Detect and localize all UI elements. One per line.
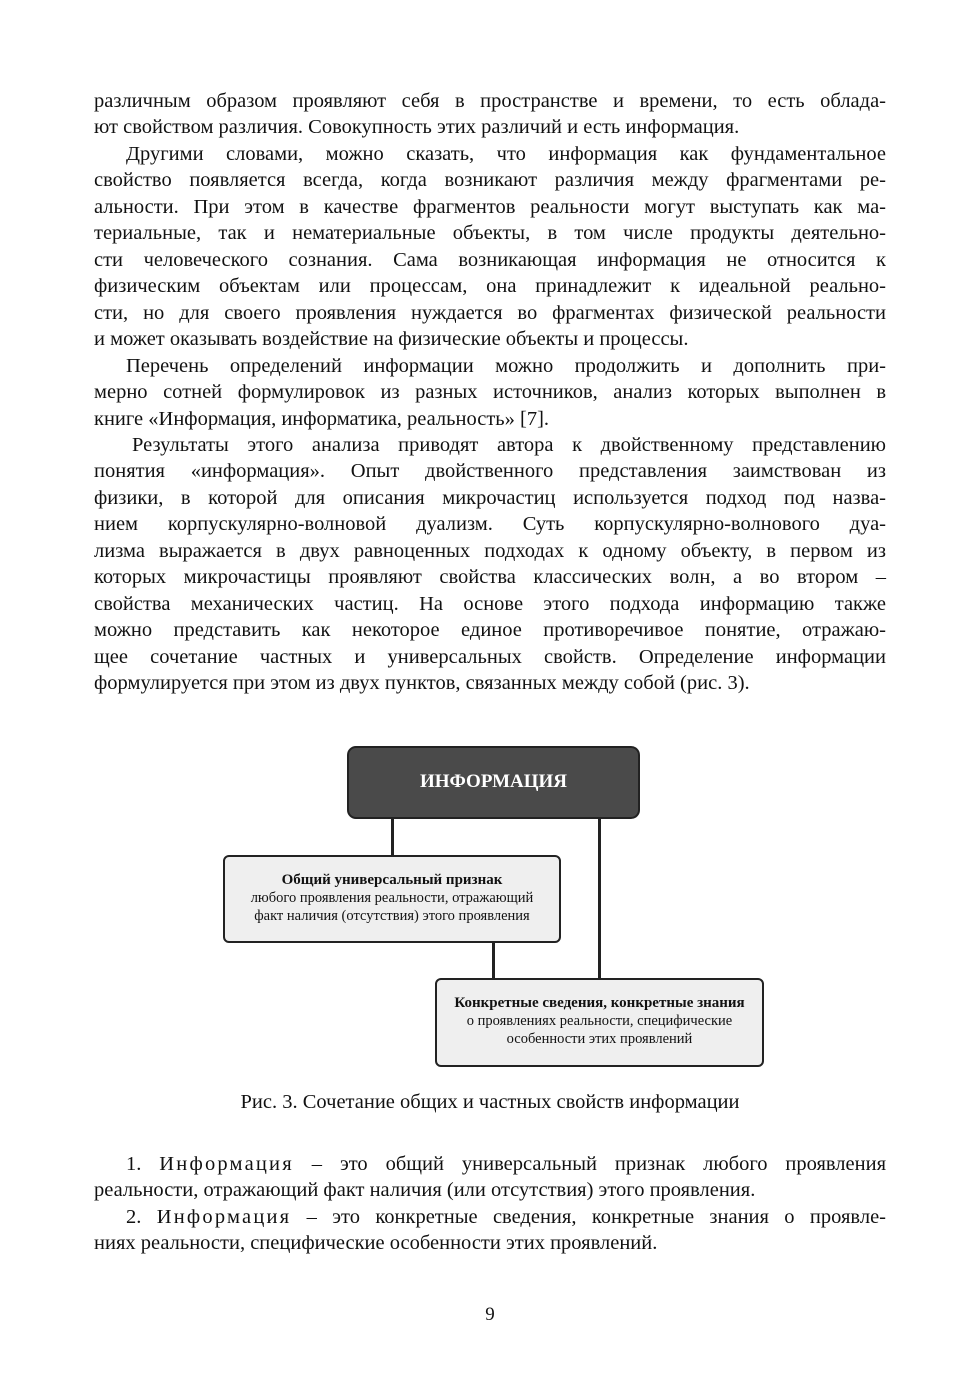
- definition-text: – это конкретные сведения, конкретные знания о проявле-: [291, 1205, 886, 1228]
- text-line: формулируется при этом из двух пунктов, связанных между собой (рис. 3).: [94, 671, 750, 694]
- definition-1: [94, 1151, 886, 1177]
- connector-line: [391, 818, 394, 856]
- text-line: свойства механических частиц. На основе этого подхода информацию также: [94, 592, 886, 615]
- paragraph-4: [94, 432, 886, 696]
- diagram-root-box: ИНФОРМАЦИЯ: [347, 746, 640, 819]
- text-line: Другими словами, можно сказать, что информация как фундаментальное: [126, 143, 886, 165]
- text-line: различным образом проявляют себя в пространстве и времени, то есть облада-: [94, 90, 886, 112]
- box-title: Конкретные сведения, конкретные знания: [454, 995, 745, 1011]
- connector-line: [598, 818, 601, 979]
- definition-term: Информация: [156, 1205, 292, 1228]
- text-line: свойство появляется всегда, когда возникают различия между фрагментами ре-: [94, 169, 886, 192]
- definitions: [94, 1151, 886, 1257]
- text-line: щее сочетание частных и универсальных свойств. Определение информации: [94, 645, 886, 668]
- text-line: сти, но для своего проявления нуждается во фрагментах физической реальности: [94, 301, 886, 324]
- text-line: альности. При этом в качестве фрагментов реальности могут выступать как ма-: [94, 195, 886, 218]
- text-line: реальности, отражающий факт наличия (или отсутствия) этого проявления.: [94, 1179, 756, 1202]
- text-line: Перечень определений информации можно продолжить и дополнить при-: [126, 355, 886, 377]
- text-line: нием корпускулярно-волновой дуализм. Суть корпускулярно-волнового дуа-: [94, 513, 886, 536]
- paragraph-1: [94, 88, 886, 141]
- definition-term: Информация: [159, 1153, 294, 1175]
- page-number: 9: [485, 1304, 495, 1325]
- text-line: и может оказывать воздействие на физические объекты и процессы.: [94, 328, 689, 351]
- definition-number: 1.: [126, 1153, 160, 1175]
- text-line: ют свойством различия. Совокупность этих различий и есть информация.: [94, 116, 740, 139]
- definition-2: [94, 1204, 886, 1230]
- text-line: териальные, так и нематериальные объекты, в том числе продукты деятельно-: [94, 222, 886, 245]
- text-line: ниях реальности, специфические особенности этих проявлений.: [94, 1232, 658, 1255]
- definition-text: – это общий универсальный признак любого проявления: [293, 1153, 886, 1175]
- diagram-general-box: [223, 855, 561, 943]
- box-text: особенности этих проявлений: [506, 1031, 693, 1047]
- text-line: можно представить как некоторое единое противоречивое понятие, отражаю-: [94, 619, 886, 642]
- text-line: физики, в которой для описания микрочастиц используется подход под назва-: [94, 486, 886, 509]
- paragraph-2: [94, 141, 886, 353]
- text-line: мерно сотней формулировок из разных источников, анализ которых выполнен в: [94, 381, 886, 404]
- text-line: которых микрочастицы проявляют свойства классических волн, а во втором –: [94, 566, 886, 589]
- figure-caption: Рис. 3. Сочетание общих и частных свойств информации: [240, 1091, 740, 1113]
- connector-line: [492, 942, 495, 979]
- text-line: понятия «информация». Опыт двойственного представления заимствован из: [94, 460, 886, 483]
- text-line: физическим объектам или процессам, она принадлежит к идеальной реально-: [94, 275, 886, 298]
- text-line: лизма выражается в двух равноценных подходах к одному объекту, в первом из: [94, 539, 886, 562]
- box-text: любого проявления реальности, отражающий: [250, 890, 534, 906]
- definition-number: 2.: [126, 1205, 157, 1228]
- paragraph-3: [94, 353, 886, 432]
- box-text: о проявлениях реальности, специфические: [466, 1013, 733, 1029]
- text-line: сти человеческого сознания. Сама возникающая информация не относится к: [94, 248, 886, 271]
- box-text: факт наличия (отсутствия) этого проявления: [254, 908, 530, 924]
- text-line: Результаты этого анализа приводят автора к двойственному представлению: [132, 434, 886, 456]
- diagram-specific-box: [435, 978, 764, 1067]
- text-line: книге «Информация, информатика, реальность» [7].: [94, 407, 550, 430]
- box-title: Общий универсальный признак: [281, 872, 503, 888]
